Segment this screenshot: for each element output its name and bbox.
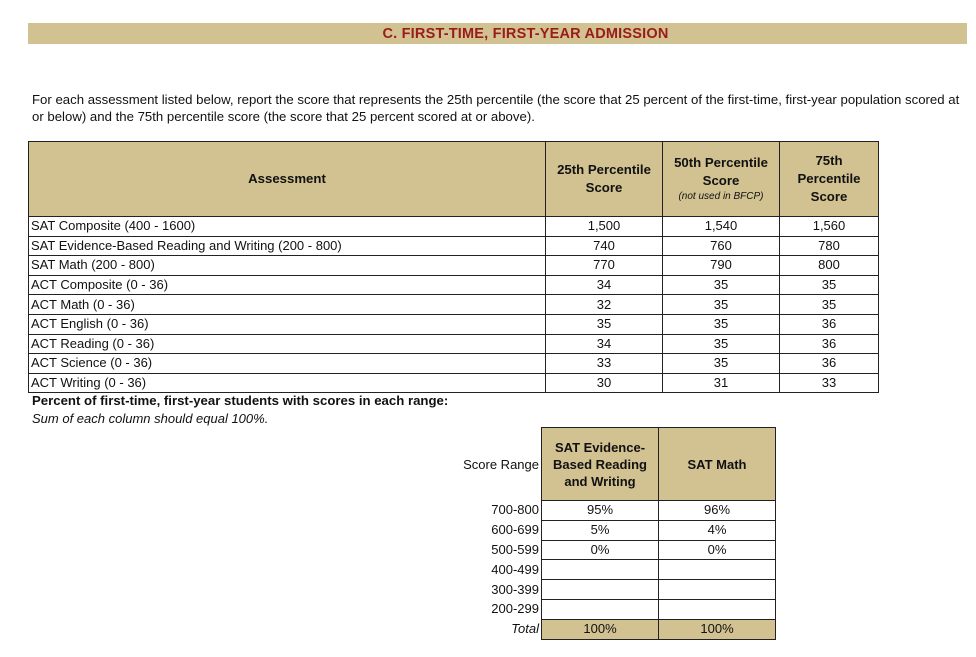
score-range-row <box>458 540 776 560</box>
assessment-name: SAT Math (200 - 800) <box>29 256 546 276</box>
table-row <box>29 334 879 354</box>
assessment-name: SAT Evidence-Based Reading and Writing (200 - 800) <box>29 236 546 256</box>
table-row <box>29 217 879 237</box>
table-row <box>29 373 879 393</box>
assessment-name: ACT Reading (0 - 36) <box>29 334 546 354</box>
range-label: 600-699 <box>458 520 542 540</box>
p50-value: 760 <box>663 236 780 256</box>
ebrw-total: 100% <box>542 619 659 639</box>
math-header: SAT Math <box>659 428 776 501</box>
p75-value: 35 <box>780 275 879 295</box>
math-percent <box>659 560 776 580</box>
ebrw-percent: 5% <box>542 520 659 540</box>
score-range-header-row <box>458 428 776 501</box>
p50-header-note: (not used in BFCP) <box>678 191 764 202</box>
ebrw-percent <box>542 560 659 580</box>
p50-value: 1,540 <box>663 217 780 237</box>
p75-value: 33 <box>780 373 879 393</box>
p50-value: 790 <box>663 256 780 276</box>
p50-value: 31 <box>663 373 780 393</box>
p75-value: 36 <box>780 334 879 354</box>
math-percent <box>659 580 776 600</box>
section-title: C. FIRST-TIME, FIRST-YEAR ADMISSION <box>382 25 669 42</box>
table-row <box>29 295 879 315</box>
math-total: 100% <box>659 619 776 639</box>
table-row <box>29 314 879 334</box>
p25-value: 30 <box>546 373 663 393</box>
score-range-row <box>458 580 776 600</box>
range-label: 300-399 <box>458 580 542 600</box>
table-row <box>29 256 879 276</box>
p50-value: 35 <box>663 314 780 334</box>
total-row <box>458 619 776 639</box>
p50-value: 35 <box>663 354 780 374</box>
ebrw-percent <box>542 599 659 619</box>
ebrw-header: SAT Evidence-Based Reading and Writing <box>542 428 659 501</box>
p50-header <box>663 142 780 217</box>
p50-value: 35 <box>663 295 780 315</box>
score-range-table <box>458 427 776 640</box>
assessment-name: ACT Composite (0 - 36) <box>29 275 546 295</box>
p75-value: 36 <box>780 354 879 374</box>
p75-value: 780 <box>780 236 879 256</box>
assessment-percentile-table <box>28 141 879 393</box>
ebrw-percent: 95% <box>542 501 659 521</box>
p75-value: 1,560 <box>780 217 879 237</box>
percent-section-note: Sum of each column should equal 100%. <box>32 411 269 426</box>
p25-value: 32 <box>546 295 663 315</box>
score-range-row <box>458 560 776 580</box>
ebrw-percent: 0% <box>542 540 659 560</box>
assessment-name: ACT Writing (0 - 36) <box>29 373 546 393</box>
math-percent: 4% <box>659 520 776 540</box>
p75-value: 800 <box>780 256 879 276</box>
p25-header: 25th Percentile Score <box>546 142 663 217</box>
range-label: 500-599 <box>458 540 542 560</box>
score-range-row <box>458 501 776 521</box>
p25-value: 770 <box>546 256 663 276</box>
table-header-row <box>29 142 879 217</box>
p25-value: 1,500 <box>546 217 663 237</box>
range-label: 200-299 <box>458 599 542 619</box>
score-range-row <box>458 520 776 540</box>
total-label: Total <box>458 619 542 639</box>
p25-value: 740 <box>546 236 663 256</box>
p25-value: 34 <box>546 334 663 354</box>
p75-value: 36 <box>780 314 879 334</box>
percent-section-heading: Percent of first-time, first-year students with scores in each range: <box>32 393 449 408</box>
p25-value: 35 <box>546 314 663 334</box>
instructions-text: For each assessment listed below, report the score that represents the 25th percentile (the score that 25 percent of the first-time, first-year population scored at or below) and the 75th percentile score (the score that 25 percent scored at or above). <box>32 92 960 124</box>
assessment-header: Assessment <box>29 142 546 217</box>
math-percent: 0% <box>659 540 776 560</box>
math-percent: 96% <box>659 501 776 521</box>
p75-value: 35 <box>780 295 879 315</box>
range-label: 400-499 <box>458 560 542 580</box>
section-banner <box>28 23 967 44</box>
score-range-row <box>458 599 776 619</box>
p75-header: 75th Percentile Score <box>780 142 879 217</box>
assessment-name: SAT Composite (400 - 1600) <box>29 217 546 237</box>
table-row <box>29 236 879 256</box>
table-row <box>29 275 879 295</box>
range-label: 700-800 <box>458 501 542 521</box>
ebrw-percent <box>542 580 659 600</box>
assessment-name: ACT Science (0 - 36) <box>29 354 546 374</box>
p25-value: 34 <box>546 275 663 295</box>
table-row <box>29 354 879 374</box>
assessment-name: ACT English (0 - 36) <box>29 314 546 334</box>
p25-value: 33 <box>546 354 663 374</box>
p50-header-label: 50th Percentile Score <box>674 155 768 188</box>
math-percent <box>659 599 776 619</box>
p50-value: 35 <box>663 334 780 354</box>
assessment-name: ACT Math (0 - 36) <box>29 295 546 315</box>
score-range-header: Score Range <box>463 456 539 472</box>
p50-value: 35 <box>663 275 780 295</box>
